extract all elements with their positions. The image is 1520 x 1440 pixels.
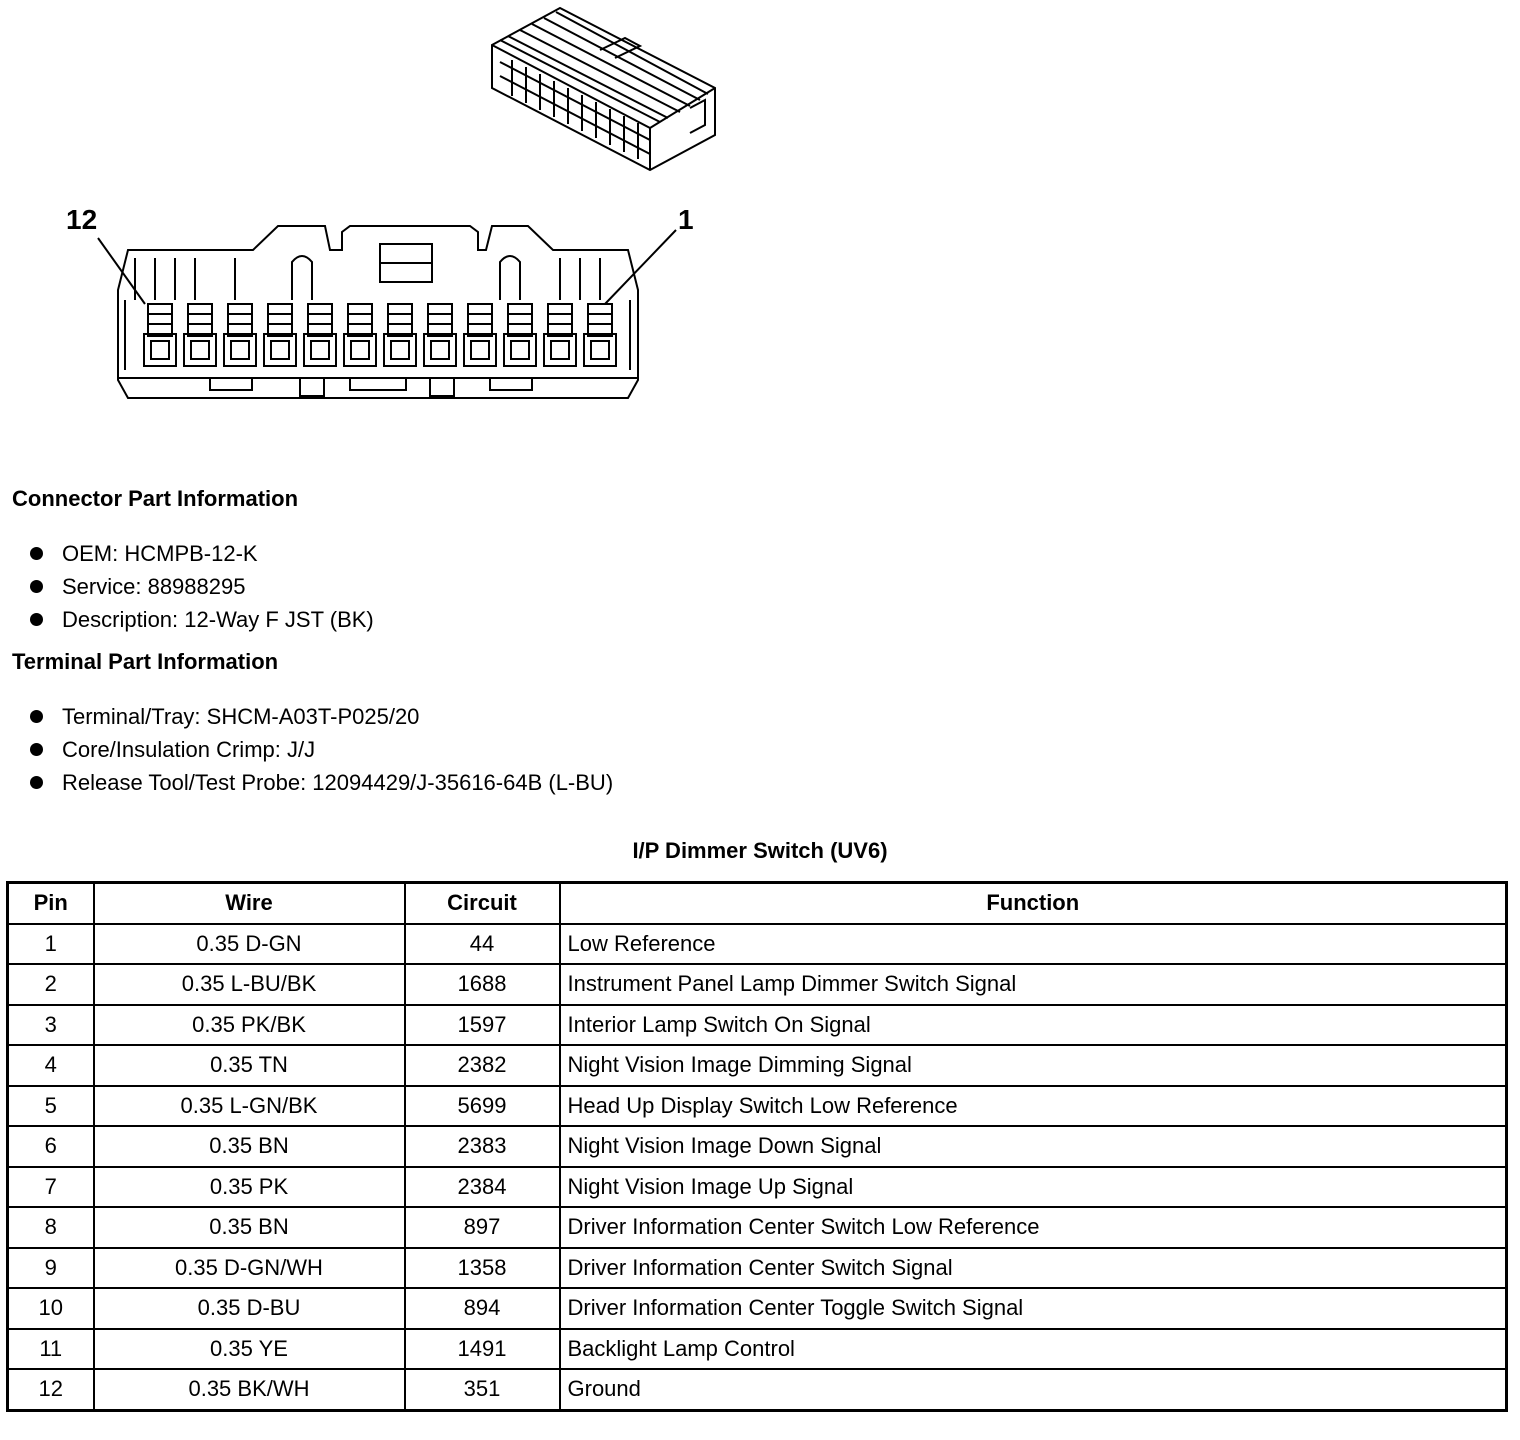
table-row <box>8 1369 1507 1410</box>
table-row <box>8 1167 1507 1208</box>
function-cell: Driver Information Center Switch Low Reference <box>560 1207 1507 1248</box>
pin-1-label: 1 <box>678 204 694 235</box>
list-item <box>30 700 613 733</box>
pin-table <box>6 881 1508 1412</box>
function-cell: Backlight Lamp Control <box>560 1329 1507 1370</box>
circuit-cell: 2384 <box>405 1167 560 1208</box>
pin-cell: 8 <box>8 1207 94 1248</box>
circuit-cell: 2383 <box>405 1126 560 1167</box>
wire-cell: 0.35 L-GN/BK <box>94 1086 405 1127</box>
circuit-cell: 894 <box>405 1288 560 1329</box>
connector-illustration <box>0 0 1520 450</box>
function-cell: Head Up Display Switch Low Reference <box>560 1086 1507 1127</box>
bullet-icon <box>30 710 43 723</box>
connector-part-info-title: Connector Part Information <box>12 486 299 511</box>
list-item <box>30 733 613 766</box>
list-item-text: Service: 88988295 <box>62 574 246 599</box>
wire-cell: 0.35 BN <box>94 1207 405 1248</box>
terminal-part-info-title: Terminal Part Information <box>12 649 279 674</box>
header-pin: Pin <box>8 883 94 924</box>
function-cell: Instrument Panel Lamp Dimmer Switch Signal <box>560 964 1507 1005</box>
table-row <box>8 964 1507 1005</box>
table-header-row <box>8 883 1507 924</box>
header-function: Function <box>560 883 1507 924</box>
bullet-icon <box>30 776 43 789</box>
pin-cell: 6 <box>8 1126 94 1167</box>
table-row <box>8 1248 1507 1289</box>
table-row <box>8 924 1507 965</box>
list-item <box>30 766 613 799</box>
list-item-text: Release Tool/Test Probe: 12094429/J-35616-64B (L-BU) <box>62 770 614 795</box>
function-cell: Interior Lamp Switch On Signal <box>560 1005 1507 1046</box>
wire-cell: 0.35 YE <box>94 1329 405 1370</box>
list-item <box>30 537 374 570</box>
terminal-part-info-list <box>30 700 613 799</box>
table-row <box>8 1329 1507 1370</box>
wire-cell: 0.35 BK/WH <box>94 1369 405 1410</box>
table-row <box>8 1045 1507 1086</box>
pin-cell: 10 <box>8 1288 94 1329</box>
connector-part-info-list <box>30 537 374 636</box>
pin-12-label: 12 <box>66 204 98 235</box>
bullet-icon <box>30 580 43 593</box>
pin-cell: 3 <box>8 1005 94 1046</box>
pin-cell: 11 <box>8 1329 94 1370</box>
list-item-text: Description: 12-Way F JST (BK) <box>62 607 374 632</box>
wire-cell: 0.35 PK <box>94 1167 405 1208</box>
wire-cell: 0.35 BN <box>94 1126 405 1167</box>
pin-cell: 9 <box>8 1248 94 1289</box>
pin-cell: 4 <box>8 1045 94 1086</box>
wire-cell: 0.35 TN <box>94 1045 405 1086</box>
list-item-text: Terminal/Tray: SHCM-A03T-P025/20 <box>62 704 420 729</box>
list-item <box>30 603 374 636</box>
wire-cell: 0.35 D-GN <box>94 924 405 965</box>
table-row <box>8 1005 1507 1046</box>
connector-face-view <box>118 226 638 398</box>
table-row <box>8 1288 1507 1329</box>
wire-cell: 0.35 PK/BK <box>94 1005 405 1046</box>
pin-cell: 2 <box>8 964 94 1005</box>
header-circuit: Circuit <box>405 883 560 924</box>
header-wire: Wire <box>94 883 405 924</box>
list-item-text: OEM: HCMPB-12-K <box>62 541 258 566</box>
table-row <box>8 1207 1507 1248</box>
list-item <box>30 570 374 603</box>
wire-cell: 0.35 D-GN/WH <box>94 1248 405 1289</box>
function-cell: Night Vision Image Dimming Signal <box>560 1045 1507 1086</box>
circuit-cell: 1688 <box>405 964 560 1005</box>
circuit-cell: 5699 <box>405 1086 560 1127</box>
function-cell: Night Vision Image Down Signal <box>560 1126 1507 1167</box>
function-cell: Low Reference <box>560 924 1507 965</box>
pin-cell: 12 <box>8 1369 94 1410</box>
circuit-cell: 1597 <box>405 1005 560 1046</box>
circuit-cell: 351 <box>405 1369 560 1410</box>
pin-cell: 7 <box>8 1167 94 1208</box>
circuit-cell: 44 <box>405 924 560 965</box>
wire-cell: 0.35 L-BU/BK <box>94 964 405 1005</box>
table-row <box>8 1086 1507 1127</box>
circuit-cell: 2382 <box>405 1045 560 1086</box>
function-cell: Driver Information Center Switch Signal <box>560 1248 1507 1289</box>
pin-cell: 5 <box>8 1086 94 1127</box>
circuit-cell: 1358 <box>405 1248 560 1289</box>
circuit-cell: 1491 <box>405 1329 560 1370</box>
wire-cell: 0.35 D-BU <box>94 1288 405 1329</box>
pin-table-body <box>8 924 1507 1411</box>
function-cell: Driver Information Center Toggle Switch Signal <box>560 1288 1507 1329</box>
function-cell: Night Vision Image Up Signal <box>560 1167 1507 1208</box>
bullet-icon <box>30 547 43 560</box>
pin-table-title: I/P Dimmer Switch (UV6) <box>632 838 888 863</box>
table-row <box>8 1126 1507 1167</box>
function-cell: Ground <box>560 1369 1507 1410</box>
circuit-cell: 897 <box>405 1207 560 1248</box>
pin-cell: 1 <box>8 924 94 965</box>
list-item-text: Core/Insulation Crimp: J/J <box>62 737 316 762</box>
connector-isometric-view <box>492 8 715 170</box>
bullet-icon <box>30 743 43 756</box>
bullet-icon <box>30 613 43 626</box>
